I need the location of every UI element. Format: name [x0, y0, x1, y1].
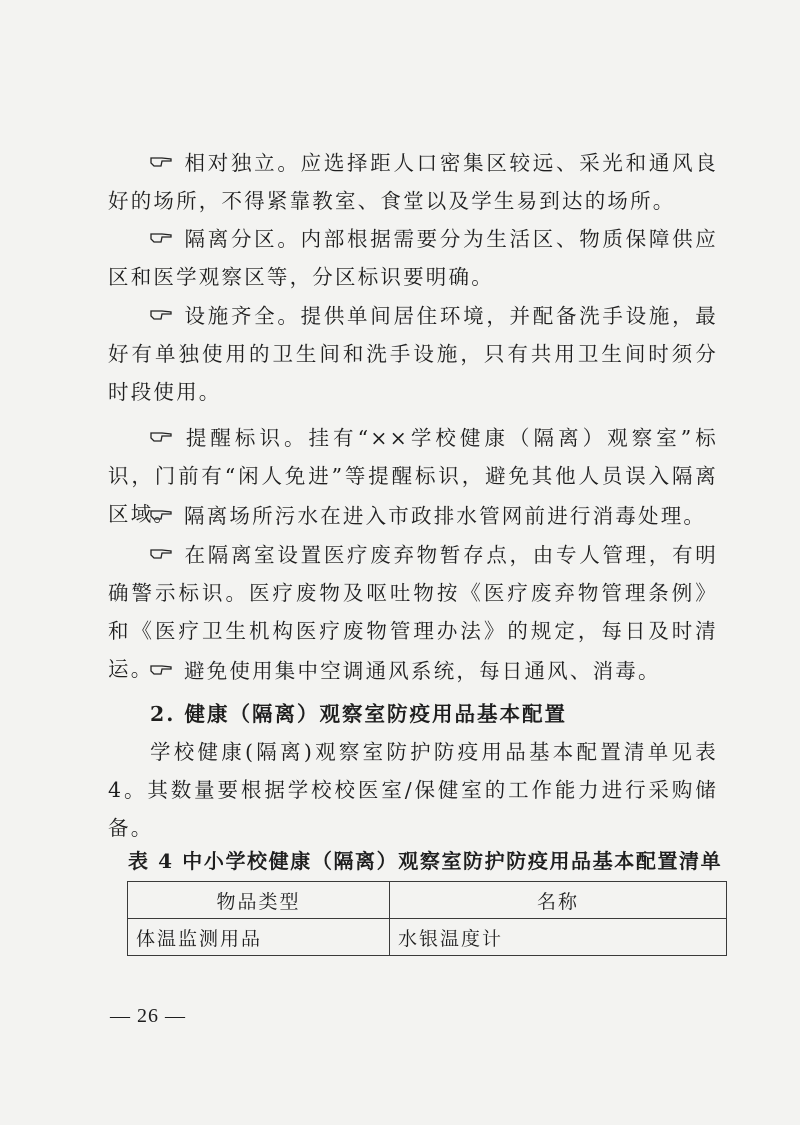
table-cell: 水银温度计: [390, 919, 727, 956]
config-table: [127, 881, 727, 956]
paragraph-3: 设施齐全。提供单间居住环境，并配备洗手设施，最好有单独使用的卫生间和洗手设施，只有共用卫生间时须分时段使用。: [108, 304, 718, 404]
pointing-hand-icon: [150, 429, 172, 443]
paragraph-5: 隔离场所污水在进入市政排水管网前进行消毒处理。: [108, 497, 718, 535]
pointing-hand-icon: [150, 154, 172, 168]
page-number: — 26 —: [110, 1005, 186, 1027]
pointing-hand-icon: [150, 546, 172, 560]
paragraph-7: 避免使用集中空调通风系统，每日通风、消毒。: [108, 652, 718, 690]
pointing-hand-icon: [150, 307, 172, 321]
table-header-cell: 物品类型: [128, 882, 390, 919]
paragraph-4: 提醒标识。挂有“××学校健康（隔离）观察室”标识，门前有“闲人免进”等提醒标识，避免其他人员误入隔离区域。: [108, 426, 718, 526]
pointing-hand-icon: [150, 230, 172, 244]
paragraph-2: 隔离分区。内部根据需要分为生活区、物质保障供应区和医学观察区等，分区标识要明确。: [108, 227, 718, 289]
pointing-hand-icon: [150, 507, 172, 521]
paragraph-1: 相对独立。应选择距人口密集区较远、采光和通风良好的场所，不得紧靠教室、食堂以及学生易到达的场所。: [108, 151, 718, 213]
table-header-cell: 名称: [390, 882, 727, 919]
body-paragraph: 学校健康(隔离)观察室防护防疫用品基本配置清单见表 4。其数量要根据学校校医室/保健室的工作能力进行采购储备。: [108, 740, 718, 840]
table-cell: 体温监测用品: [128, 919, 390, 956]
table-row: [128, 919, 727, 956]
paragraph-6: 在隔离室设置医疗废弃物暂存点，由专人管理，有明确警示标识。医疗废物及呕吐物按《医疗废弃物管理条例》和《医疗卫生机构医疗废物管理办法》的规定，每日及时清运。: [108, 543, 718, 681]
table-caption: 表 4 中小学校健康（隔离）观察室防护防疫用品基本配置清单: [128, 849, 723, 873]
pointing-hand-icon: [150, 662, 172, 676]
section-heading: 2. 健康（隔离）观察室防疫用品基本配置: [150, 702, 568, 726]
table-header-row: [128, 882, 727, 919]
